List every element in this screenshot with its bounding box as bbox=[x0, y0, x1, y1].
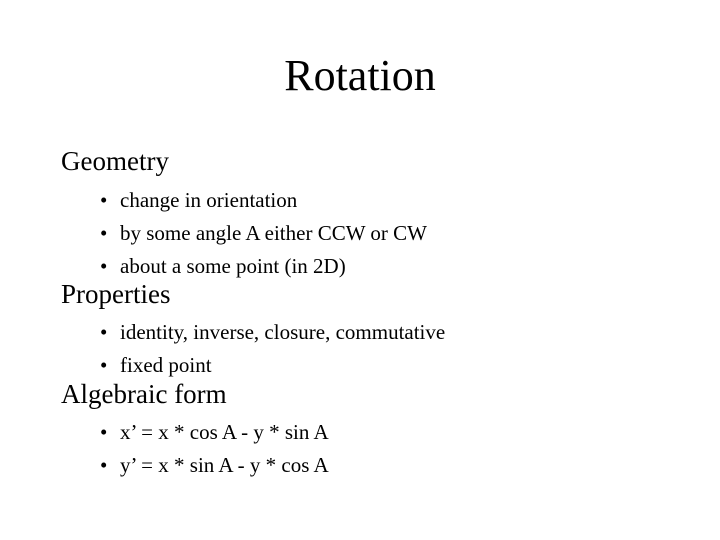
bullet-list bbox=[100, 184, 427, 283]
section-heading: Geometry bbox=[61, 146, 169, 176]
bullet-list bbox=[100, 416, 329, 482]
section-properties bbox=[61, 278, 445, 382]
section-geometry bbox=[61, 145, 427, 283]
bullet-text: by some angle A either CCW or CW bbox=[120, 221, 427, 245]
section-algebraic-form bbox=[61, 378, 329, 482]
bullet-text: about a some point (in 2D) bbox=[120, 254, 346, 278]
bullet-text: x’ = x * cos A - y * sin A bbox=[120, 420, 329, 444]
bullet-item bbox=[100, 184, 427, 217]
bullet-item bbox=[100, 416, 329, 449]
bullet-item bbox=[100, 449, 329, 482]
bullet-dot-icon: • bbox=[100, 420, 108, 444]
bullet-list bbox=[100, 316, 445, 382]
bullet-item bbox=[100, 316, 445, 349]
section-heading: Algebraic form bbox=[61, 379, 227, 409]
bullet-text: fixed point bbox=[120, 353, 212, 377]
bullet-item bbox=[100, 217, 427, 250]
bullet-text: y’ = x * sin A - y * cos A bbox=[120, 453, 329, 477]
bullet-dot-icon: • bbox=[100, 221, 108, 245]
section-heading: Properties bbox=[61, 279, 171, 309]
bullet-dot-icon: • bbox=[100, 188, 108, 212]
bullet-dot-icon: • bbox=[100, 453, 108, 477]
slide-title: Rotation bbox=[284, 51, 436, 100]
bullet-text: identity, inverse, closure, commutative bbox=[120, 320, 446, 344]
bullet-text: change in orientation bbox=[120, 188, 298, 212]
bullet-dot-icon: • bbox=[100, 254, 108, 278]
bullet-dot-icon: • bbox=[100, 353, 108, 377]
bullet-dot-icon: • bbox=[100, 320, 108, 344]
